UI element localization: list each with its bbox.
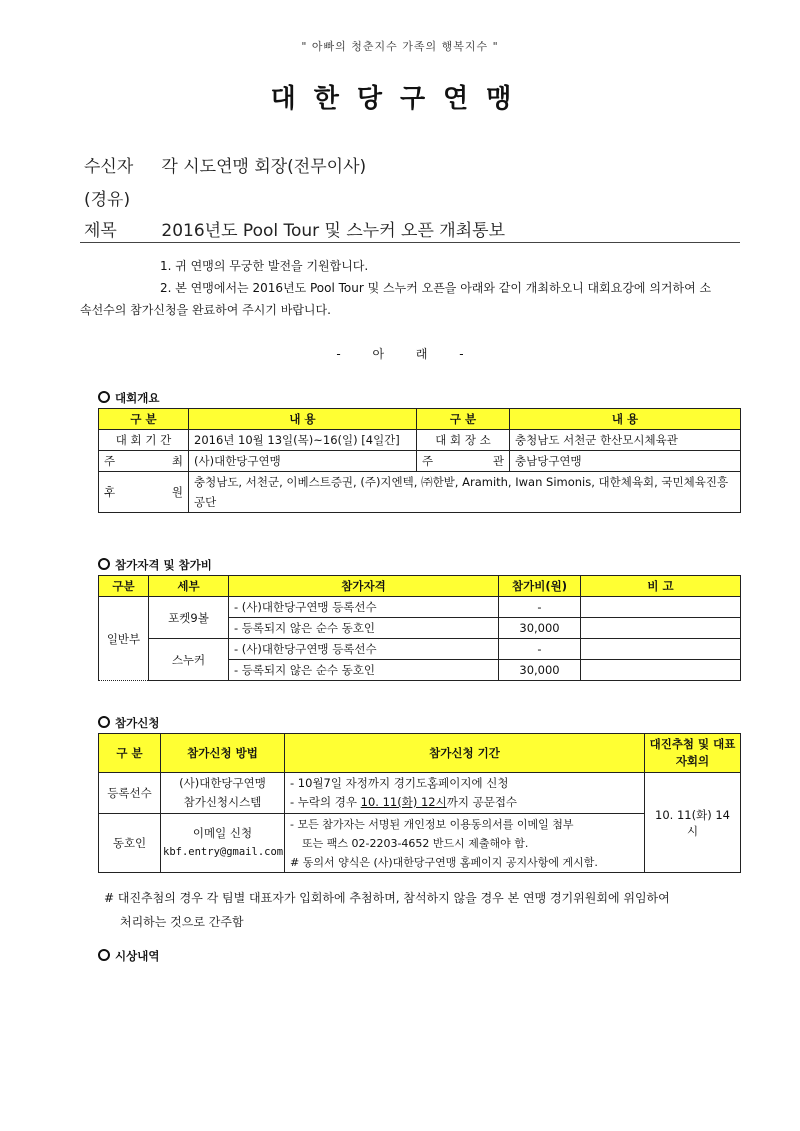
remark-cell — [581, 660, 741, 681]
division-label: 일반부 — [99, 597, 149, 681]
eligibility-table — [98, 575, 741, 681]
recipient-line — [84, 152, 366, 177]
event-venue: 충청남도 서천군 한산모시체육관 — [510, 430, 741, 451]
recipient-label: 수신자 — [84, 157, 134, 177]
row-label: 동호인 — [99, 814, 161, 873]
column-header: 비 고 — [581, 576, 741, 597]
fee: 30,000 — [499, 660, 581, 681]
table-header-row — [99, 409, 741, 430]
column-header: 내 용 — [510, 409, 741, 430]
column-header: 대진추첨 및 대표자회의 — [645, 734, 741, 773]
entry-email: kbf.entry@gmail.com — [163, 846, 284, 858]
circle-bullet-icon — [98, 391, 110, 403]
reg-period-line: - 10월7일 자정까지 경기도홈페이지에 신청 — [290, 776, 509, 790]
eligibility-text: - 등록되지 않은 순수 동호인 — [229, 660, 499, 681]
amateur-period-line: - 모든 참가자는 서명된 개인정보 이용동의서를 이메일 첨부 — [290, 817, 574, 831]
remark-cell — [581, 597, 741, 618]
host: (사)대한당구연맹 — [189, 451, 417, 472]
column-header: 구분 — [99, 576, 149, 597]
table-row — [99, 597, 741, 618]
draw-note — [104, 886, 670, 934]
draw-note-line: # 대진추첨의 경우 각 팀별 대표자가 입회하에 추첨하며, 참석하지 않을 경우 본 연맹 경기위원회에 위임하여 — [104, 891, 670, 905]
section-heading-below: - 아 래 - — [336, 347, 464, 361]
subject-value: 2016년도 Pool Tour 및 스누커 오픈 개최통보 — [161, 221, 505, 241]
column-header: 참가신청 기간 — [285, 734, 645, 773]
row-label: 대 회 기 간 — [99, 430, 189, 451]
document-title: 대한당구연맹 — [270, 84, 530, 114]
paragraph-2a: 2. 본 연맹에서는 2016년도 Pool Tour 및 스누커 오픈을 아래와 같이 개최하오니 대회요강에 의거하여 소 — [160, 281, 712, 295]
table-row — [99, 430, 741, 451]
subject-label: 제목 — [84, 221, 117, 241]
row-label: 등록선수 — [99, 773, 161, 814]
amateur-method — [161, 814, 285, 873]
table-row — [99, 639, 741, 660]
row-label: 주 관 — [417, 451, 510, 472]
section-awards-title: 시상내역 — [98, 948, 159, 964]
column-header: 세부 — [149, 576, 229, 597]
table-header-row — [99, 734, 741, 773]
sponsors: 충청남도, 서천군, 이베스트증권, (주)지엔텍, ㈜한밭, Aramith, Iwan Simonis, 대한체육회, 국민체육진흥공단 — [189, 472, 741, 513]
fee: - — [499, 597, 581, 618]
application-table — [98, 733, 741, 873]
amateur-method-line: 이메일 신청 — [192, 826, 253, 840]
overview-table — [98, 408, 741, 513]
remark-cell — [581, 639, 741, 660]
column-header: 참가신청 방법 — [161, 734, 285, 773]
fee: 30,000 — [499, 618, 581, 639]
paragraph-2b: 속선수의 참가신청을 완료하여 주시기 바랍니다. — [80, 303, 331, 317]
paragraph-1: 1. 귀 연맹의 무궁한 발전을 기원합니다. — [160, 259, 369, 273]
table-row — [99, 814, 741, 873]
eligibility-text: - (사)대한당구연맹 등록선수 — [229, 597, 499, 618]
remark-cell — [581, 618, 741, 639]
table-header-row — [99, 576, 741, 597]
circle-bullet-icon — [98, 949, 110, 961]
organizer: 충남당구연맹 — [510, 451, 741, 472]
section-apply-title: 참가신청 — [98, 715, 159, 731]
row-label: 주 최 — [99, 451, 189, 472]
column-header: 참가비(원) — [499, 576, 581, 597]
via-line: (경유) — [84, 190, 131, 210]
table-row — [99, 773, 741, 814]
table-row — [99, 472, 741, 513]
deadline-text: 10. 11(화) 12시 — [360, 795, 447, 809]
header-divider — [80, 242, 740, 243]
row-label: 대 회 장 소 — [417, 430, 510, 451]
eligibility-text: - (사)대한당구연맹 등록선수 — [229, 639, 499, 660]
reg-period-line: - 누락의 경우 10. 11(화) 12시까지 공문접수 — [290, 795, 518, 809]
row-label: 후 원 — [99, 472, 189, 513]
event-period: 2016년 10월 13일(목)~16(일) [4일간] — [189, 430, 417, 451]
reg-method-line: (사)대한당구연맹 — [179, 776, 266, 790]
circle-bullet-icon — [98, 716, 110, 728]
reg-period — [285, 773, 645, 814]
event-pocket-9ball: 포켓9볼 — [149, 597, 229, 639]
section-overview-title: 대회개요 — [98, 390, 159, 406]
fee: - — [499, 639, 581, 660]
column-header: 구 분 — [417, 409, 510, 430]
draw-note-line: 처리하는 것으로 간주함 — [120, 915, 244, 929]
circle-bullet-icon — [98, 558, 110, 570]
column-header: 구 분 — [99, 409, 189, 430]
eligibility-text: - 등록되지 않은 순수 동호인 — [229, 618, 499, 639]
subject-line — [84, 216, 505, 241]
column-header: 내 용 — [189, 409, 417, 430]
amateur-period — [285, 814, 645, 873]
reg-method — [161, 773, 285, 814]
amateur-period-line: # 동의서 양식은 (사)대한당구연맹 홈페이지 공지사항에 게시함. — [290, 855, 598, 869]
column-header: 구 분 — [99, 734, 161, 773]
table-row — [99, 451, 741, 472]
amateur-period-line: 또는 팩스 02-2203-4652 반드시 제출해야 함. — [302, 836, 529, 850]
draw-meeting-time: 10. 11(화) 14시 — [645, 773, 741, 873]
tagline: " 아빠의 청춘지수 가족의 행복지수 " — [301, 40, 499, 53]
section-eligibility-title: 참가자격 및 참가비 — [98, 557, 212, 573]
recipient-value: 각 시도연맹 회장(전무이사) — [161, 157, 367, 177]
event-snooker: 스누커 — [149, 639, 229, 681]
column-header: 참가자격 — [229, 576, 499, 597]
reg-method-line: 참가신청시스템 — [183, 795, 262, 809]
